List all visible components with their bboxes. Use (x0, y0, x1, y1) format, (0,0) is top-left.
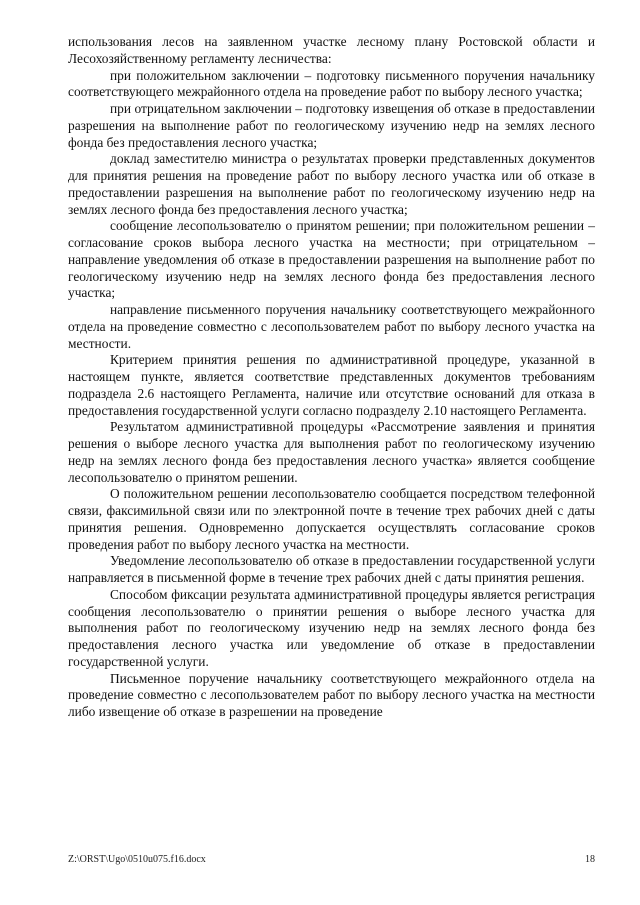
paragraph-positive-conclusion: при положительном заключении – подготовку письменного поручения начальнику соответствующего межрайонного отдела на проведение работ по выбору лесного участка; (68, 67, 595, 100)
paragraph-written-order: направление письменного поручения начальнику соответствующего межрайонного отдела на проведение совместно с лесопользователем работ по выбору лесного участка на местности. (68, 302, 595, 351)
paragraph-negative-conclusion: при отрицательном заключении – подготовку извещения об отказе в предоставлении разрешения на выполнение работ по геологическому изучению недр на землях лесного фонда без предоставления лесного участка; (68, 101, 595, 150)
paragraph-written-order-final: Письменное поручение начальнику соответствующего межрайонного отдела на проведение совместно с лесопользователем работ по выбору лесного участка на местности либо извещение об отказе в разрешении на проведение (68, 670, 595, 719)
document-body (68, 34, 595, 721)
paragraph-refusal-notice: Уведомление лесопользователю об отказе в предоставлении государственной услуги направляется в письменной форме в течение трех рабочих дней с даты принятия решения. (68, 553, 595, 585)
footer-file-path: Z:\ORST\Ugo\0510u075.f16.docx (68, 854, 206, 865)
paragraph-procedure-result: Результатом административной процедуры «Рассмотрение заявления и принятия решения о выборе лесного участка для выполнения работ по геологическому изучению недр на землях лесного фонда без предоставления лесного участка» является сообщение лесопользователю о принятом решении. (68, 419, 595, 485)
paragraph-decision-criterion: Критерием принятия решения по административной процедуре, указанной в настоящем пункте, является соответствие представленных документов требованиям подраздела 2.6 настоящего Регламента, наличие или отсутствие оснований для отказа в предоставления государственной услуги согласно подразделу 2.10 настоящего Регламента. (68, 352, 595, 418)
paragraph-notify-user: сообщение лесопользователю о принятом решении; при положительном решении – согласование сроков выбора лесного участка на местности; при отрицательном – направление уведомления об отказе в предоставлении разрешения на выполнение работ по геологическому изучению недр на землях лесного фонда без предоставления лесного участка; (68, 218, 595, 301)
paragraph-continuation: использования лесов на заявленном участке лесному плану Ростовской области и Лесохозяйственному регламенту лесничества: (68, 34, 595, 66)
paragraph-positive-decision: О положительном решении лесопользователю сообщается посредством телефонной связи, факсимильной связи или по электронной почте в течение трех рабочих дней с даты принятия решения. Одновременно допускается осуществлять согласование сроков проведения работ по выбору лесного участка на местности. (68, 486, 595, 552)
footer-page-number: 18 (585, 854, 595, 865)
paragraph-report-to-deputy: доклад заместителю министра о результатах проверки представленных документов для принятия решения на проведение работ по выбору лесного участка или об отказе в предоставлении разрешения на выполнение работ по геологическому изучению недр на землях лесного фонда без предоставления лесного участка; (68, 151, 595, 217)
paragraph-fixation-method: Способом фиксации результата административной процедуры является регистрация сообщения лесопользователю о принятии решения о выборе лесного участка для выполнения работ по геологическому изучению недр на землях лесного фонда без предоставления лесного участка или уведомление об отказе в предоставлении государственной услуги. (68, 586, 595, 669)
